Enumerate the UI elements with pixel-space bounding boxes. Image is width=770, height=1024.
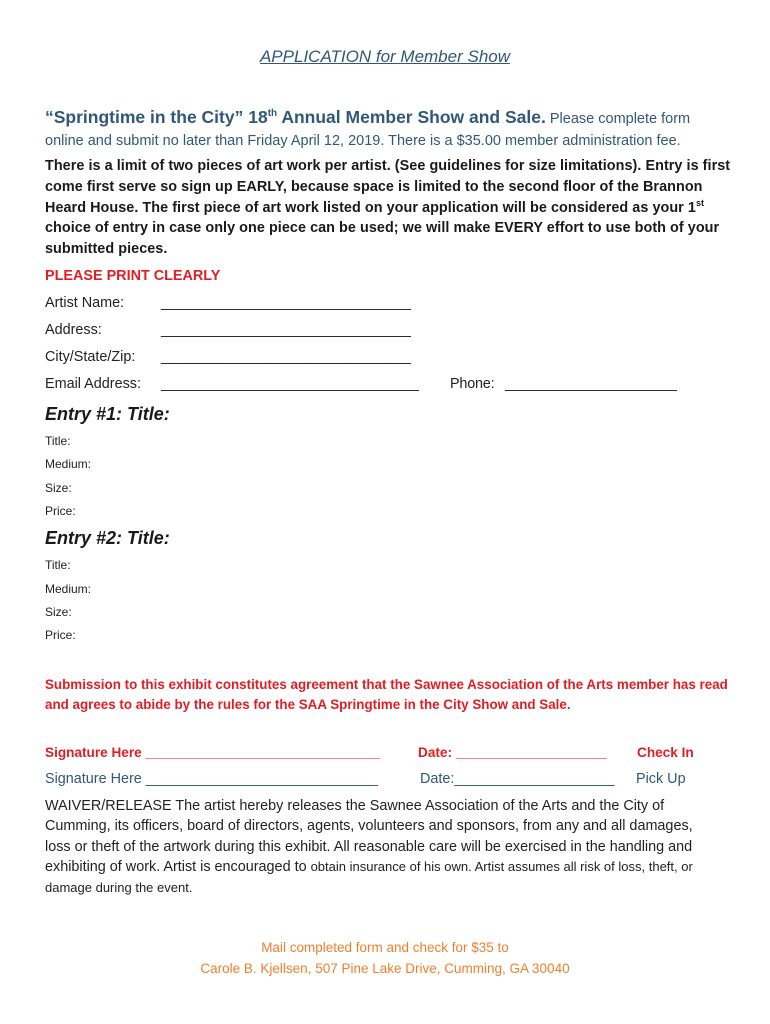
entry-1-size-label: Size: <box>45 481 72 495</box>
entry-1-medium-label: Medium: <box>45 457 92 471</box>
phone-label: Phone: <box>450 376 495 392</box>
show-name-sup: th <box>267 108 278 120</box>
city-state-zip-label: City/State/Zip: <box>45 349 136 365</box>
intro-instructions: Please complete form <box>545 111 691 127</box>
pick-up-signature-field[interactable]: Signature Here _____________________________ <box>45 771 378 787</box>
page-title: APPLICATION for Member Show <box>259 47 511 66</box>
check-in-signature-field[interactable]: Signature Here _______________________________ <box>45 745 380 760</box>
show-name <box>45 107 546 127</box>
check-in-date-field[interactable]: Date: ____________________ <box>418 745 607 760</box>
city-state-zip-field[interactable]: ________________________________ <box>161 349 411 365</box>
print-clearly-notice: PLEASE PRINT CLEARLY <box>45 268 221 284</box>
show-name-suffix: Annual Member Show and Sale. <box>277 107 546 127</box>
mail-instructions: Mail completed form and check for $35 to <box>261 940 509 955</box>
phone-field[interactable]: ______________________ <box>505 376 677 392</box>
entry-2-title-label: Title: <box>45 558 71 572</box>
show-intro-line <box>45 107 690 128</box>
artist-name-label: Artist Name: <box>45 295 125 311</box>
waiver-main-text: WAIVER/RELEASE The artist hereby releases the Sawnee Association of the Arts and the City of Cumming, its officers, board of directors, agents, volunteers and sponsors, from any and all damages, loss or theft of the artwork during this exhibit. All reasonable care will be exercised in the handling and exhibiting of work. Artist is encouraged to <box>45 798 693 876</box>
entry-1-price-label: Price: <box>45 504 76 518</box>
waiver-release <box>45 796 717 898</box>
check-in-label: Check In <box>637 745 694 760</box>
agreement-notice: Submission to this exhibit constitutes agreement that the Sawnee Association of the Arts member has read and agrees to abide by the rules for the SAA Springtime in the City Show and Sale. <box>45 677 728 712</box>
waiver-small-text: obtain insurance of his own. Artist assumes all risk of loss, theft, or damage during the event. <box>45 859 693 895</box>
address-label: Address: <box>45 322 102 338</box>
guidelines-sup: st <box>695 197 705 208</box>
email-field[interactable]: _________________________________ <box>161 376 419 392</box>
submission-deadline: online and submit no later than Friday April 12, 2019. There is a $35.00 member administration fee. <box>45 133 681 149</box>
entry-2-heading: Entry #2: Title: <box>45 528 170 548</box>
artist-name-field[interactable]: ________________________________ <box>161 295 411 311</box>
mail-address: Carole B. Kjellsen, 507 Pine Lake Drive, Cumming, GA 30040 <box>200 961 570 976</box>
address-field[interactable]: ________________________________ <box>161 322 411 338</box>
pick-up-label: Pick Up <box>636 771 686 787</box>
entry-2-price-label: Price: <box>45 628 76 642</box>
guidelines-text-1: There is a limit of two pieces of art work per artist. (See guidelines for size limitations). Entry is first come first serve so sign up EARLY, because space is limited to the second floor of the Brannon Heard House. The first piece of art work listed on your application will be considered as your 1 <box>45 158 731 216</box>
pick-up-date-field[interactable]: Date:____________________ <box>420 771 615 787</box>
entry-1-title-label: Title: <box>45 434 71 448</box>
entry-2-medium-label: Medium: <box>45 582 92 596</box>
entry-1-heading: Entry #1: Title: <box>45 404 170 424</box>
guidelines-text-2: choice of entry in case only one piece can be used; we will make EVERY effort to use both of your submitted pieces. <box>45 220 720 258</box>
entry-2-size-label: Size: <box>45 605 72 619</box>
show-name-prefix: “Springtime in the City” 18 <box>45 107 268 127</box>
email-label: Email Address: <box>45 376 141 392</box>
entry-guidelines <box>45 156 735 260</box>
